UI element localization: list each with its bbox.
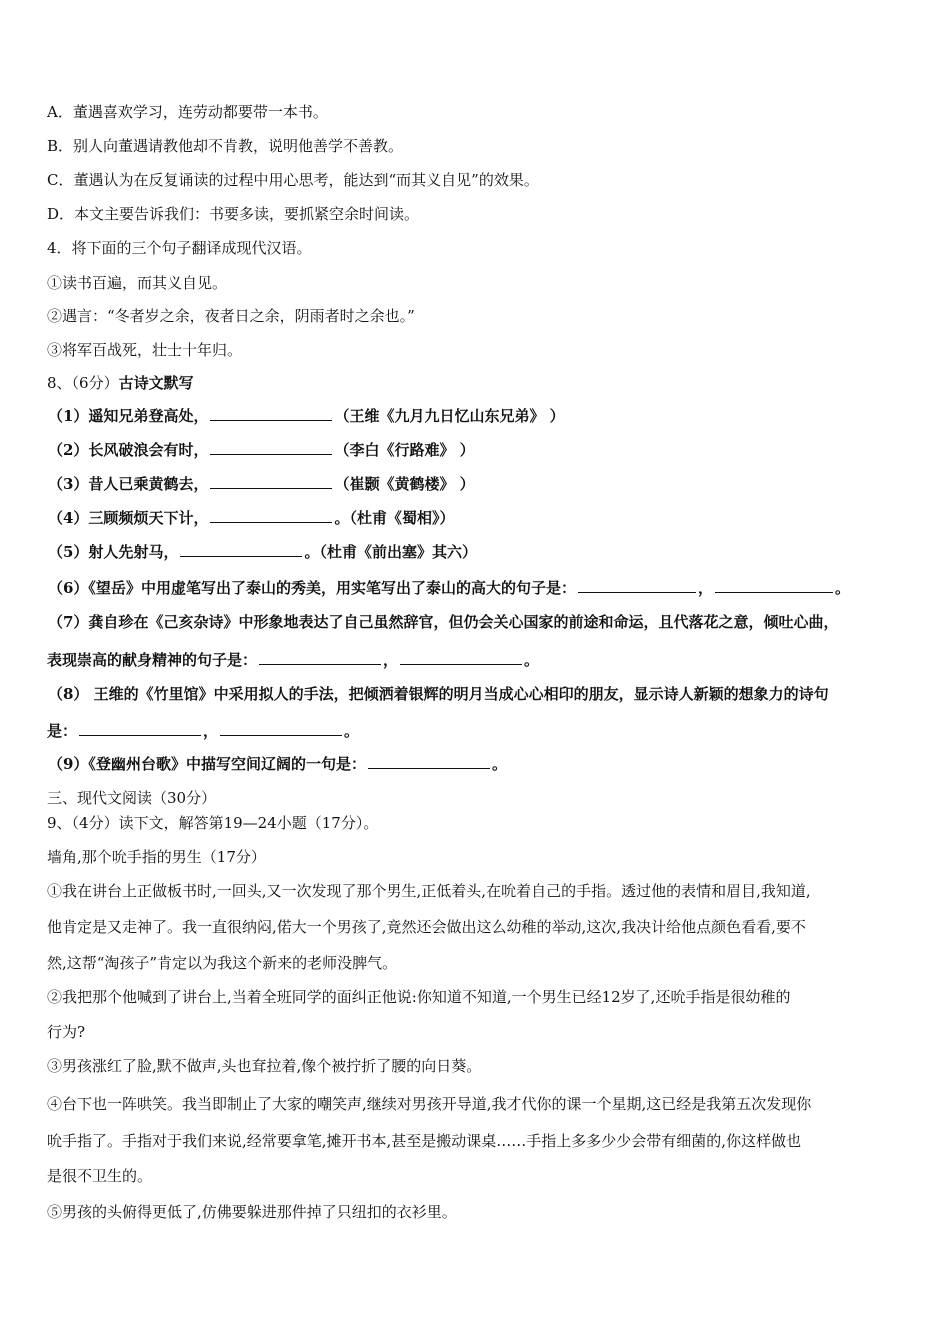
article-paragraph-1-line-2: 他肯定是又走神了。我一直很纳闷,偌大一个男孩了,竟然还会做出这么幼稚的举动,这次,我决计给他点颜色看看,要不 [47,918,806,936]
q8-line-4-text: （4）三顾频烦天下计， [48,509,209,527]
q8-line-9 [48,754,507,774]
q8-line-4-source: 。（杜甫《蜀相》） [334,509,455,527]
answer-blank[interactable] [400,650,522,665]
q8-line-5 [48,542,477,562]
article-paragraph-1-line-1: ①我在讲台上正做板书时,一回头,又一次发现了那个男生,正低着头,在吮着自己的手指。透过他的表情和眉目,我知道, [47,882,811,900]
q8-line-7a: （7）龚自珍在《己亥杂诗》中形象地表达了自己虽然辞官，但仍会关心国家的前途和命运，且代落花之意，倾吐心曲， [48,613,839,631]
q8-line-9-end: 。 [491,755,507,773]
option-a: A．董遇喜欢学习，连劳动都要带一本书。 [47,103,328,121]
q8-line-2-text: （2）长风破浪会有时， [48,441,209,459]
q8-line-8-prompt: 是： [47,722,78,740]
answer-blank[interactable] [715,578,833,593]
q8-line-8-sep: ， [203,722,219,740]
answer-blank[interactable] [210,474,332,489]
section-3-heading: 三、现代文阅读（30分） [47,789,217,807]
q8-line-2 [48,440,475,460]
q8-line-8a: （8） 王维的《竹里馆》中采用拟人的手法，把倾洒着银辉的明月当成心心相印的朋友，显示诗人新颖的想象力的诗句 [48,685,829,703]
q8-number: 8、（6分） [47,374,119,392]
answer-blank[interactable] [79,721,201,736]
answer-blank[interactable] [180,542,302,557]
option-c: C．董遇认为在反复诵读的过程中用心思考，能达到“而其义自见”的效果。 [47,171,539,189]
question-9-heading [47,813,378,833]
question-4-title: 4．将下面的三个句子翻译成现代汉语。 [47,239,312,257]
q8-line-1-text: （1）遥知兄弟登高处， [48,407,209,425]
q9-number: 9、（4分） [47,814,119,832]
q8-line-5-text: （5）射人先射马， [48,543,179,561]
q8-line-2-source: （李白《行路难》 ） [334,441,475,459]
article-title: 墙角,那个吮手指的男生（17分） [47,848,266,866]
answer-blank[interactable] [210,406,332,421]
q4-item-3: ③将军百战死，壮士十年归。 [47,341,243,359]
answer-blank[interactable] [368,754,490,769]
article-paragraph-4-line-3: 是很不卫生的。 [47,1167,153,1185]
option-b: B．别人向董遇请教他却不肯教，说明他善学不善教。 [47,137,404,155]
q8-line-7b [47,650,539,670]
q4-item-1: ①读书百遍，而其义自见。 [47,274,228,292]
q8-title: 古诗文默写 [118,374,194,392]
q8-line-4 [48,508,454,528]
q8-line-7-prompt: 表现崇高的献身精神的句子是： [47,651,258,669]
q8-line-6 [48,578,850,598]
q8-line-8-end: 。 [344,722,360,740]
q8-line-6-sep: ， [697,579,713,597]
q8-line-9-text: （9）《登幽州台歌》中描写空间辽阔的一句是： [48,755,366,773]
article-paragraph-3: ③男孩涨红了脸,默不做声,头也耷拉着,像个被拧折了腰的向日葵。 [47,1057,482,1075]
article-paragraph-2-line-2: 行为? [47,1023,86,1041]
answer-blank[interactable] [210,508,332,523]
article-paragraph-5: ⑤男孩的头俯得更低了,仿佛要躲进那件掉了只纽扣的衣衫里。 [47,1203,457,1221]
article-paragraph-4-line-2: 吮手指了。手指对于我们来说,经常要拿笔,摊开书本,甚至是搬动课桌……手指上多多少少会带有细菌的,你这样做也 [47,1132,802,1150]
q8-line-1-source: （王维《九月九日忆山东兄弟》 ） [334,407,565,425]
q8-line-1 [48,406,565,426]
q8-line-6-end: 。 [834,579,850,597]
q8-line-8b [47,721,359,741]
option-d: D．本文主要告诉我们：书要多读，要抓紧空余时间读。 [47,205,420,223]
article-paragraph-1-line-3: 然,这帮“淘孩子”肯定以为我这个新来的老师没脾气。 [47,954,398,972]
q8-line-3 [48,474,475,494]
q4-item-2: ②遇言：“冬者岁之余，夜者日之余，阴雨者时之余也。” [47,307,415,325]
answer-blank[interactable] [220,721,342,736]
q8-line-5-source: 。（杜甫《前出塞》其六） [304,543,477,561]
q8-line-3-text: （3）昔人已乘黄鹤去， [48,475,209,493]
article-paragraph-2-line-1: ②我把那个他喊到了讲台上,当着全班同学的面纠正他说:你知道不知道,一个男生已经12岁了,还吮手指是很幼稚的 [47,988,791,1006]
answer-blank[interactable] [578,578,696,593]
q8-line-6-text: （6）《望岳》中用虚笔写出了泰山的秀美，用实笔写出了泰山的高大的句子是： [48,579,576,597]
question-8-heading [47,373,194,393]
q8-line-7-sep: ， [383,651,399,669]
q9-title: 读下文，解答第19—24小题（17分）。 [118,814,379,832]
q8-line-7-end: 。 [524,651,540,669]
article-paragraph-4-line-1: ④台下也一阵哄笑。我当即制止了大家的嘲笑声,继续对男孩开导道,我才代你的课一个星期,这已经是我第五次发现你 [47,1095,812,1113]
answer-blank[interactable] [259,650,381,665]
answer-blank[interactable] [210,440,332,455]
q8-line-3-source: （崔颢《黄鹤楼》 ） [334,475,475,493]
